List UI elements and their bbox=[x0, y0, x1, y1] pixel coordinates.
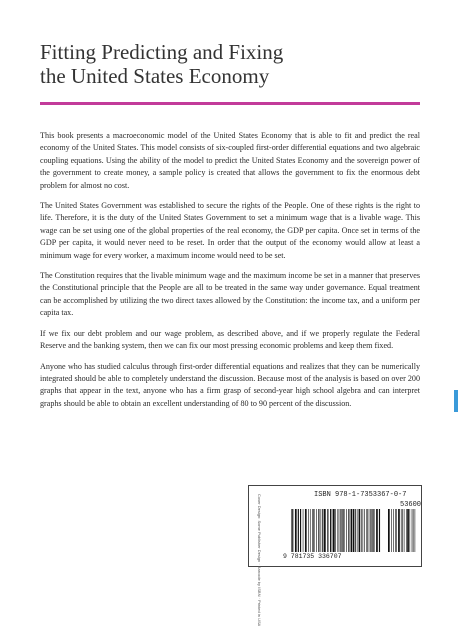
isbn-label: ISBN 978-1-7353367-0-7 bbox=[314, 491, 407, 499]
barcode-bar bbox=[361, 509, 362, 552]
barcode-digits: 9 781735 336707 bbox=[283, 553, 342, 560]
barcode-bar bbox=[404, 509, 405, 552]
barcode-bar bbox=[376, 509, 378, 552]
barcode-bar bbox=[363, 509, 364, 552]
barcode-bar bbox=[298, 509, 299, 552]
barcode-bar bbox=[357, 509, 358, 552]
barcode-bar bbox=[316, 509, 317, 552]
barcode-bar bbox=[348, 509, 349, 552]
book-title bbox=[40, 40, 440, 88]
isbn-barcode bbox=[290, 509, 382, 552]
barcode-bar bbox=[402, 509, 403, 552]
barcode-bar bbox=[340, 509, 341, 552]
barcode-bar bbox=[305, 509, 307, 552]
barcode-bar bbox=[346, 509, 347, 552]
barcode-bar bbox=[333, 509, 335, 552]
barcode-bar bbox=[412, 509, 413, 552]
barcode-bar bbox=[396, 509, 397, 552]
barcode-bar bbox=[313, 509, 314, 552]
price-barcode bbox=[387, 509, 417, 552]
barcode-bar bbox=[338, 509, 339, 552]
barcode-bar bbox=[339, 509, 340, 552]
barcode-bar bbox=[324, 509, 326, 552]
barcode-bar bbox=[364, 509, 365, 552]
paragraph-minimum-wage: The United States Government was established to secure the rights of the People. One of these rights is the right to life. Therefore, it is the duty of the United States Government to set a minimum wage that is a livable wage. This wage can be set using one of the global properties of the real economy, the GDP per capita. Once set in terms of the GDP per capita, it would never need to be reset. In order that the output of the economy would allow at least a minimum wage for every worker, a maximum income would need to be set. bbox=[40, 201, 420, 260]
barcode-bar bbox=[406, 509, 407, 552]
barcode-bar bbox=[351, 509, 353, 552]
paragraph-intro: This book presents a macroeconomic model of the United States Economy that is able to fit and predict the real economy of the United States. This model consists of six-coupled first-order differential equations and two algebraic coupling equations. Using the ability of the model to predict the United States Economy and the sovereign power of the government to create money, a sample policy is created that allows the government to fix the enormous debt problem for almost no cost. bbox=[40, 131, 420, 190]
barcode-bar bbox=[359, 509, 361, 552]
barcode-bar bbox=[291, 509, 292, 552]
barcode-vendor-text: Cover Design: Some Publisher Design · Barcode by ISBN · Printed in USA bbox=[257, 494, 262, 626]
barcode-bar bbox=[413, 509, 414, 552]
blue-edge-mark bbox=[454, 390, 458, 412]
barcode-bar bbox=[410, 509, 411, 552]
barcode-bar bbox=[415, 509, 416, 552]
barcode-bar bbox=[321, 509, 322, 552]
paragraph-fix-economy: If we fix our debt problem and our wage problem, as described above, and if we properly regulate the Federal Reserve and the banking system, then we can fix our most pressing economic problems and keep them fixed. bbox=[40, 328, 420, 351]
barcode-bar bbox=[395, 509, 396, 552]
barcode-bar bbox=[366, 509, 367, 552]
barcode-bar bbox=[332, 509, 333, 552]
barcode-bar bbox=[310, 509, 311, 552]
barcode-bar bbox=[373, 509, 374, 552]
price-code: 53600 bbox=[400, 501, 422, 509]
book-title-line-2: the United States Economy bbox=[40, 64, 270, 88]
barcode-bar bbox=[393, 509, 394, 552]
barcode-bar bbox=[379, 509, 380, 552]
barcode-bar bbox=[391, 509, 392, 552]
barcode-bar bbox=[295, 509, 297, 552]
barcode-bar bbox=[407, 509, 409, 552]
paragraph-constitution: The Constitution requires that the livable minimum wage and the maximum income be set in a manner that preserves the Constitutional principle that the People are all to be treated in the same way under governance. Equal treatment can be accomplished by utilizing the two direct taxes allowed by the Constitution: the income tax, and a uniform per capita tax. bbox=[40, 271, 420, 318]
barcode-bar bbox=[327, 509, 328, 552]
book-title-line-1: Fitting Predicting and Fixing bbox=[40, 40, 284, 64]
barcode-bar bbox=[370, 509, 371, 552]
barcode-bar bbox=[401, 509, 402, 552]
paragraph-audience: Anyone who has studied calculus through first-order differential equations and realizes that they can be numerically integrated should be able to completely understand the discussion. Because most of the analysis is based on over 200 graphs that appear in the text, anyone who has a firm grasp of second-year high school algebra and can interpret graphs should be able to obtain an excellent understanding of 80 to 90 percent of the discussion. bbox=[40, 361, 420, 408]
title-rule bbox=[40, 102, 420, 105]
barcode-bar bbox=[322, 509, 323, 552]
back-cover-blurb bbox=[40, 130, 420, 418]
barcode-bar bbox=[312, 509, 313, 552]
barcode-bar bbox=[342, 509, 343, 552]
barcode-bar bbox=[372, 509, 373, 552]
barcode-bar bbox=[330, 509, 331, 552]
barcode-bar bbox=[353, 509, 354, 552]
barcode-bar bbox=[300, 509, 301, 552]
barcode-bar bbox=[303, 509, 304, 552]
barcode-bar bbox=[318, 509, 319, 552]
barcode-bar bbox=[343, 509, 344, 552]
barcode-bar bbox=[335, 509, 336, 552]
barcode-bar bbox=[308, 509, 309, 552]
barcode-bar bbox=[398, 509, 400, 552]
barcode-bar bbox=[292, 509, 293, 552]
barcode-bar bbox=[355, 509, 356, 552]
barcode-bar bbox=[388, 509, 390, 552]
barcode-bar bbox=[369, 509, 370, 552]
